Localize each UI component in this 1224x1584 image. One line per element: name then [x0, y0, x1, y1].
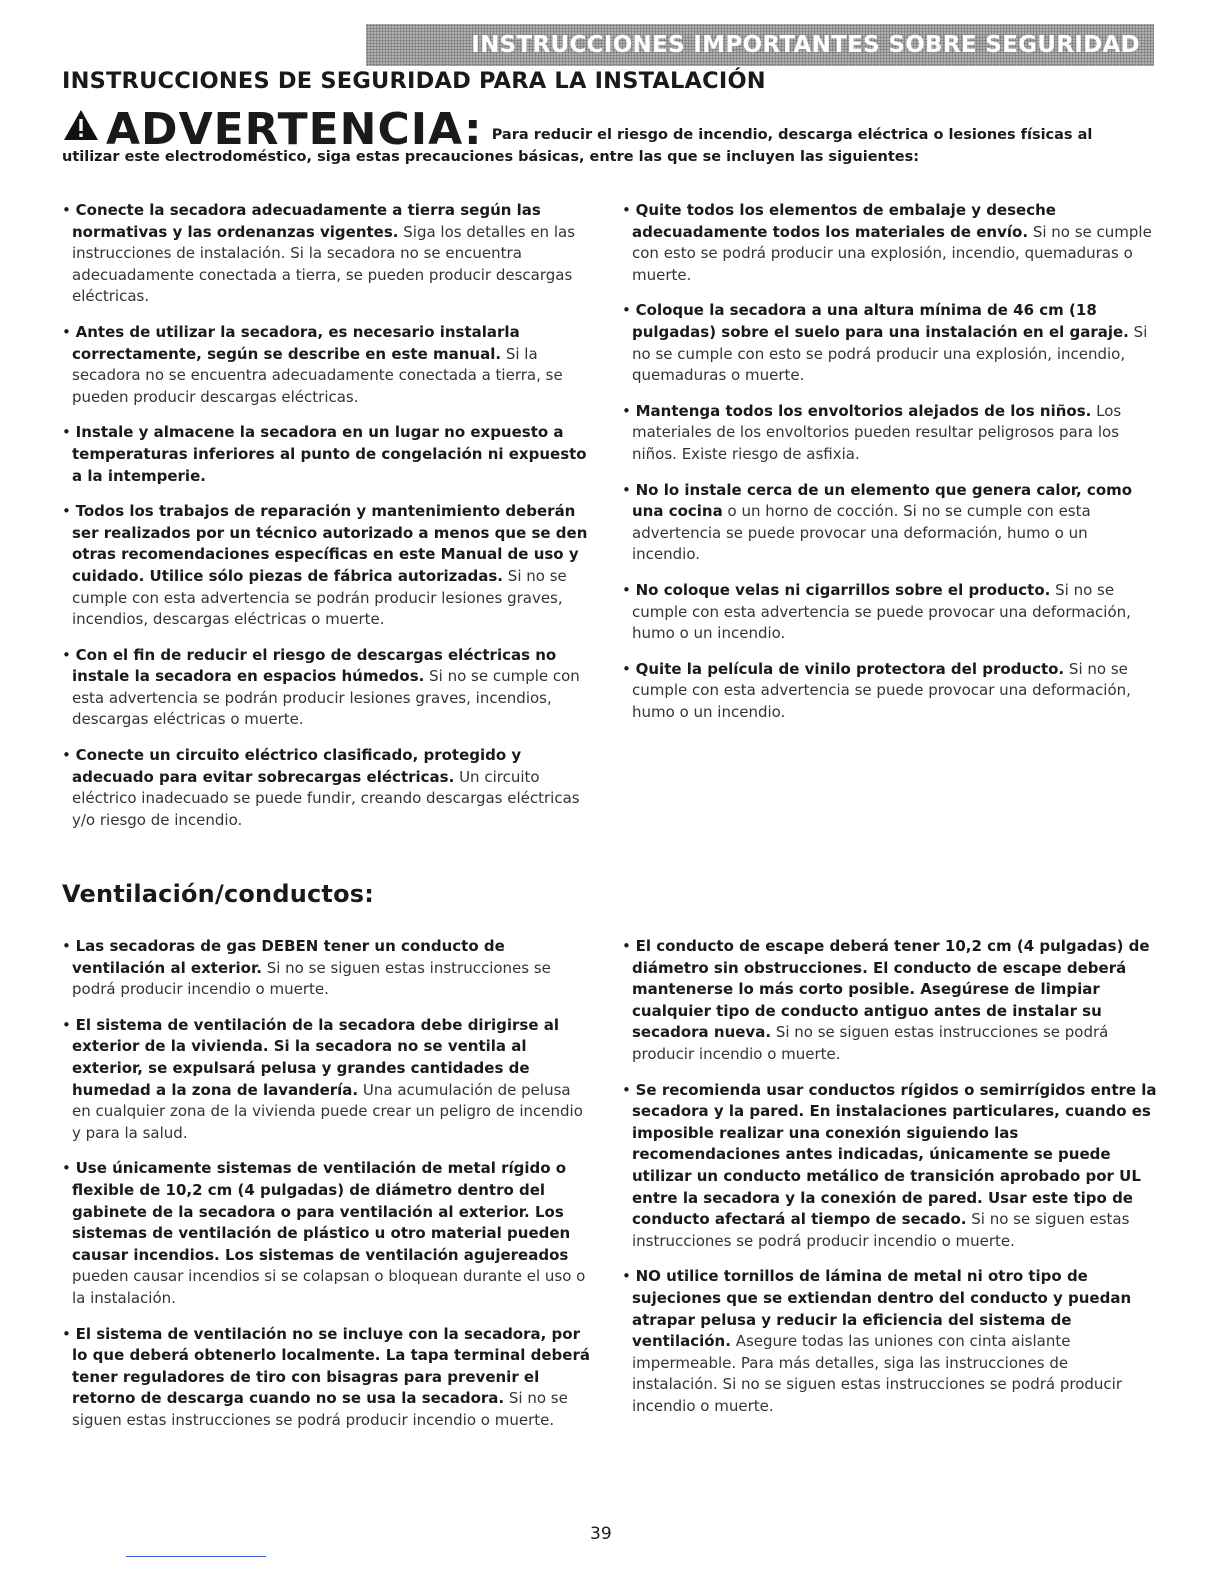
list-item: • Mantenga todos los envoltorios alejados de los niños. Los materiales de los envoltorios pueden resultar peligrosos para los niños. Existe riesgo de asfixia.: [622, 401, 1122, 463]
warning-label: ADVERTENCIA:: [106, 104, 483, 155]
installation-right-list: [622, 200, 1157, 737]
list-item: • Instale y almacene la secadora en un lugar no expuesto a temperaturas inferiores al punto de congelación ni expuesto a la intemperie.: [62, 423, 587, 485]
ventilation-heading: Ventilación/conductos:: [62, 880, 375, 908]
list-item: • Quite todos los elementos de embalaje y deseche adecuadamente todos los materiales de envío. Si no se cumple con esto se podrá producir una explosión, incendio, quemaduras o muerte.: [622, 201, 1152, 284]
ventilation-right-list: [622, 936, 1157, 1431]
warning-text: Para reducir el riesgo de incendio, descarga eléctrica o lesiones físicas al utilizar este electrodoméstico, siga estas precauciones básicas, entre las que se incluyen las siguientes:: [62, 127, 1093, 165]
list-item: • Conecte la secadora adecuadamente a tierra según las normativas y las ordenanzas vigentes. Siga los detalles en las instrucciones de instalación. Si la secadora no se encuentra adecuadamente conectada a tierra, se pueden producir descargas eléctricas.: [62, 201, 576, 306]
list-item: • Se recomienda usar conductos rígidos o semirrígidos entre la secadora y la pared. En instalaciones particulares, cuando es imposible realizar una conexión siguiendo las recomendaciones antes indicadas, únicamente se puede utilizar un conducto metálico de transición aprobado por UL entre la secadora y la conexión de pared. Usar este tipo de conducto afectará al tiempo de secado. Si no se siguen estas instrucciones se podrá producir incendio o muerte.: [622, 1080, 1157, 1250]
warning-triangle-icon: [62, 108, 100, 142]
list-item: • Antes de utilizar la secadora, es necesario instalarla correctamente, según se describe en este manual. Si la secadora no se encuentra adecuadamente conectada a tierra, se pueden producir descargas eléctricas.: [62, 322, 563, 406]
ventilation-left-list: [62, 936, 592, 1445]
list-item: • No lo instale cerca de un elemento que genera calor, como una cocina o un horno de cocción. Si no se cumple con esta advertencia se puede provocar una deformación, humo o un incendio.: [622, 480, 1133, 564]
list-item: • Conecte un circuito eléctrico clasificado, protegido y adecuado para evitar sobrecargas eléctricas. Un circuito eléctrico inadecuado se puede fundir, creando descargas eléctricas y/o riesgo de incendio.: [62, 746, 580, 829]
list-item: • El sistema de ventilación no se incluye con la secadora, por lo que deberá obtenerlo localmente. La tapa terminal deberá tener reguladores de tiro con bisagras para prevenir el retorno de descarga cuando no se usa la secadora. Si no se siguen estas instrucciones se podrá producir incendio o muerte.: [62, 1324, 590, 1429]
list-item: • Coloque la secadora a una altura mínima de 46 cm (18 pulgadas) sobre el suelo para una instalación en el garaje. Si no se cumple con esto se podrá producir una explosión, incendio, quemaduras o muerte.: [622, 301, 1148, 385]
list-item: • No coloque velas ni cigarrillos sobre el producto. Si no se cumple con esta advertencia se puede provocar una deformación, humo o un incendio.: [622, 580, 1131, 643]
list-item: • Con el fin de reducir el riesgo de descargas eléctricas no instale la secadora en espacios húmedos. Si no se cumple con esta advertencia se podrán producir lesiones graves, incendios, descargas eléctricas o muerte.: [62, 645, 580, 729]
list-item: • Todos los trabajos de reparación y mantenimiento deberán ser realizados por un técnico autorizado a menos que se den otras recomendaciones específicas en este Manual de uso y cuidado. Utilice sólo piezas de fábrica autorizadas. Si no se cumple con esta advertencia se podrán producir lesiones graves, incendios, descargas eléctricas o muerte.: [62, 502, 588, 629]
list-item: • NO utilice tornillos de lámina de metal ni otro tipo de sujeciones que se extiendan dentro del conducto y puedan atrapar pelusa y reducir la eficiencia del sistema de ventilación. Asegure todas las uniones con cinta aislante impermeable. Para más detalles, siga las instrucciones de instalación. Si no se siguen estas instrucciones se podrá producir incendio o muerte.: [622, 1267, 1132, 1415]
page-title: INSTRUCCIONES DE SEGURIDAD PARA LA INSTALACIÓN: [62, 68, 766, 94]
list-item: • Quite la película de vinilo protectora del producto. Si no se cumple con esta advertencia se puede provocar una deformación, humo o un incendio.: [622, 659, 1131, 721]
list-item: • Las secadoras de gas DEBEN tener un conducto de ventilación al exterior. Si no se siguen estas instrucciones se podrá producir incendio o muerte.: [62, 937, 551, 999]
page-number: 39: [590, 1524, 612, 1544]
section-banner: INSTRUCCIONES IMPORTANTES SOBRE SEGURIDAD: [366, 24, 1154, 66]
list-item: • El conducto de escape deberá tener 10,2 cm (4 pulgadas) de diámetro sin obstrucciones. El conducto de escape deberá mantenerse lo más corto posible. Asegúrese de limpiar cualquier tipo de conducto antiguo antes de instalar su secadora nueva. Si no se siguen estas instrucciones se podrá producir incendio o muerte.: [622, 937, 1150, 1063]
list-item: • Use únicamente sistemas de ventilación de metal rígido o flexible de 10,2 cm (4 pulgadas) de diámetro dentro del gabinete de la secadora o para ventilación al exterior. Los sistemas de ventilación de plástico u otro material pueden causar incendios. Los sistemas de ventilación agujereados pueden causar incendios si se colapsan o bloquean durante el uso o la instalación.: [62, 1159, 586, 1307]
list-item: • El sistema de ventilación de la secadora debe dirigirse al exterior de la vivienda. Si la secadora no se ventila al exterior, se expulsará pelusa y grandes cantidades de humedad a la zona de lavandería. Una acumulación de pelusa en cualquier zona de la vivienda puede crear un peligro de incendio y para la salud.: [62, 1015, 583, 1142]
installation-left-list: [62, 200, 592, 845]
footer-divider: [126, 1556, 266, 1557]
warning-block: [62, 104, 1152, 168]
